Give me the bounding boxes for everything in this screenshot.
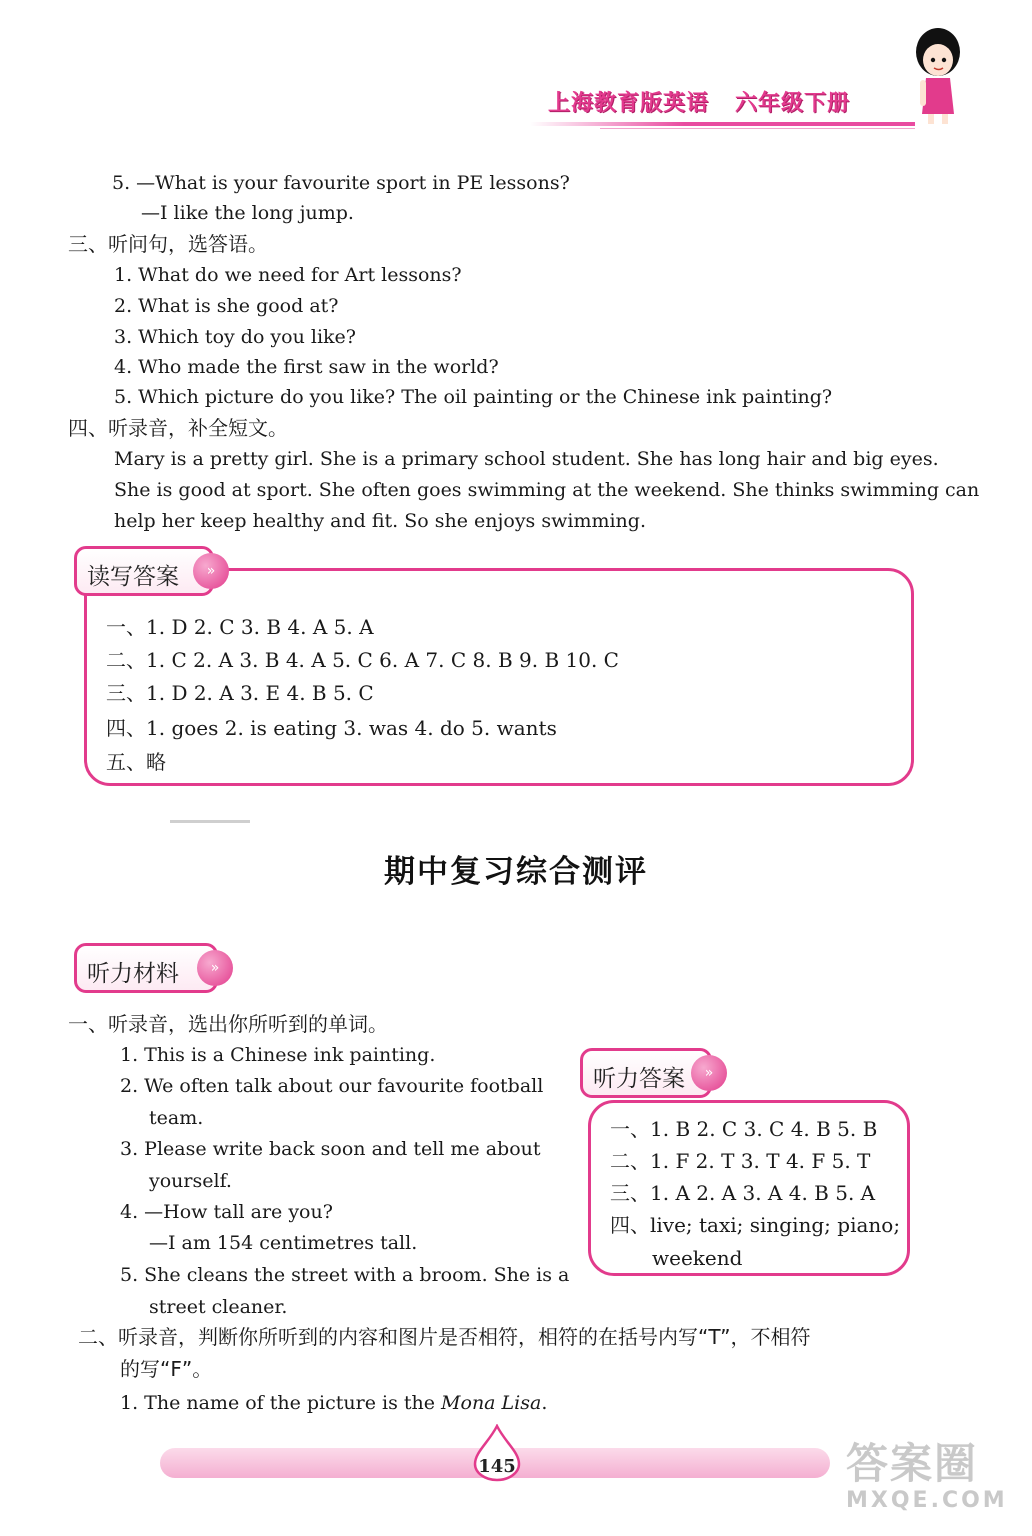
answer-row: 二、1. C 2. A 3. B 4. A 5. C 6. A 7. C 8. B 9. B 10. C (106, 648, 619, 672)
section3-item: 4. Who made the first saw in the world? (114, 356, 499, 378)
item-period: . (541, 1392, 548, 1414)
q5-answer: —I like the long jump. (141, 202, 354, 224)
material-line: yourself. (149, 1170, 232, 1192)
answer-row: weekend (652, 1246, 743, 1270)
header-rule-thin (600, 128, 915, 129)
item-text: 1. The name of the picture is the (120, 1392, 442, 1414)
section3-item: 2. What is she good at? (114, 295, 339, 317)
watermark (846, 1440, 1008, 1514)
answer-row: 三、1. A 2. A 3. A 4. B 5. A (610, 1181, 876, 1205)
material-line: 4. —How tall are you? (120, 1201, 333, 1223)
material-line: 1. This is a Chinese ink painting. (120, 1044, 436, 1066)
reading-answers-label-text: 读写答案 (87, 564, 179, 590)
material-line: 5. She cleans the street with a broom. She is a (120, 1264, 570, 1286)
answer-row: 四、1. goes 2. is eating 3. was 4. do 5. wants (106, 716, 557, 740)
listening-answers-label-text: 听力答案 (593, 1066, 685, 1092)
girl-mascot-icon (906, 16, 970, 128)
arrow-icon: » (193, 553, 229, 589)
answer-row: 一、1. D 2. C 3. B 4. A 5. A (106, 615, 374, 639)
listening-material-label (74, 943, 218, 993)
reading-answers-box (84, 568, 914, 786)
arrow-icon: » (691, 1055, 727, 1091)
material-line: —I am 154 centimetres tall. (149, 1232, 418, 1254)
section3-item: 3. Which toy do you like? (114, 326, 356, 348)
answer-row: 五、略 (106, 750, 166, 774)
page-number: 145 (478, 1456, 516, 1477)
section4-heading: 四、听录音，补全短文。 (68, 416, 288, 440)
answer-row: 四、live; taxi; singing; piano; (610, 1213, 901, 1237)
answer-row: 三、1. D 2. A 3. E 4. B 5. C (106, 681, 374, 705)
header-grade: 六年级下册 (735, 91, 851, 116)
divider (170, 820, 250, 823)
listening-answers-label (580, 1048, 712, 1098)
header-title (548, 86, 850, 117)
material-section1-heading: 一、听录音，选出你所听到的单词。 (68, 1012, 388, 1036)
answer-row: 二、1. F 2. T 3. T 4. F 5. T (610, 1149, 871, 1173)
material-line: team. (149, 1107, 204, 1129)
section3-heading: 三、听问句，选答语。 (68, 232, 268, 256)
q5-question: 5. —What is your favourite sport in PE lessons? (112, 172, 570, 194)
painting-title: Mona Lisa (441, 1392, 542, 1414)
header-book-title: 上海教育版英语 (548, 91, 710, 116)
section-title: 期中复习综合测评 (384, 854, 648, 890)
material-line: 2. We often talk about our favourite football (120, 1075, 544, 1097)
section3-item: 1. What do we need for Art lessons? (114, 264, 462, 286)
watermark-url: MXQE.COM (846, 1488, 1008, 1513)
passage-line: help her keep healthy and fit. So she enjoys swimming. (114, 510, 646, 532)
reading-answers-label (74, 546, 214, 596)
passage-line: She is good at sport. She often goes swimming at the weekend. She thinks swimming can (114, 479, 980, 501)
material-line: street cleaner. (149, 1296, 288, 1318)
arrow-icon: » (197, 950, 233, 986)
material-section2-item (120, 1390, 547, 1416)
watermark-main: 答案圈 (846, 1439, 979, 1488)
header-rule (530, 122, 915, 126)
passage-line: Mary is a pretty girl. She is a primary school student. She has long hair and big eyes. (114, 448, 939, 470)
material-section2-heading-cont: 的写“F”。 (120, 1357, 213, 1381)
answer-row: 一、1. B 2. C 3. C 4. B 5. B (610, 1117, 878, 1141)
material-line: 3. Please write back soon and tell me about (120, 1138, 541, 1160)
listening-material-label-text: 听力材料 (87, 961, 179, 987)
material-section2-heading: 二、听录音，判断你所听到的内容和图片是否相符，相符的在括号内写“T”，不相符 (78, 1325, 811, 1349)
section3-item: 5. Which picture do you like? The oil painting or the Chinese ink painting? (114, 386, 833, 408)
